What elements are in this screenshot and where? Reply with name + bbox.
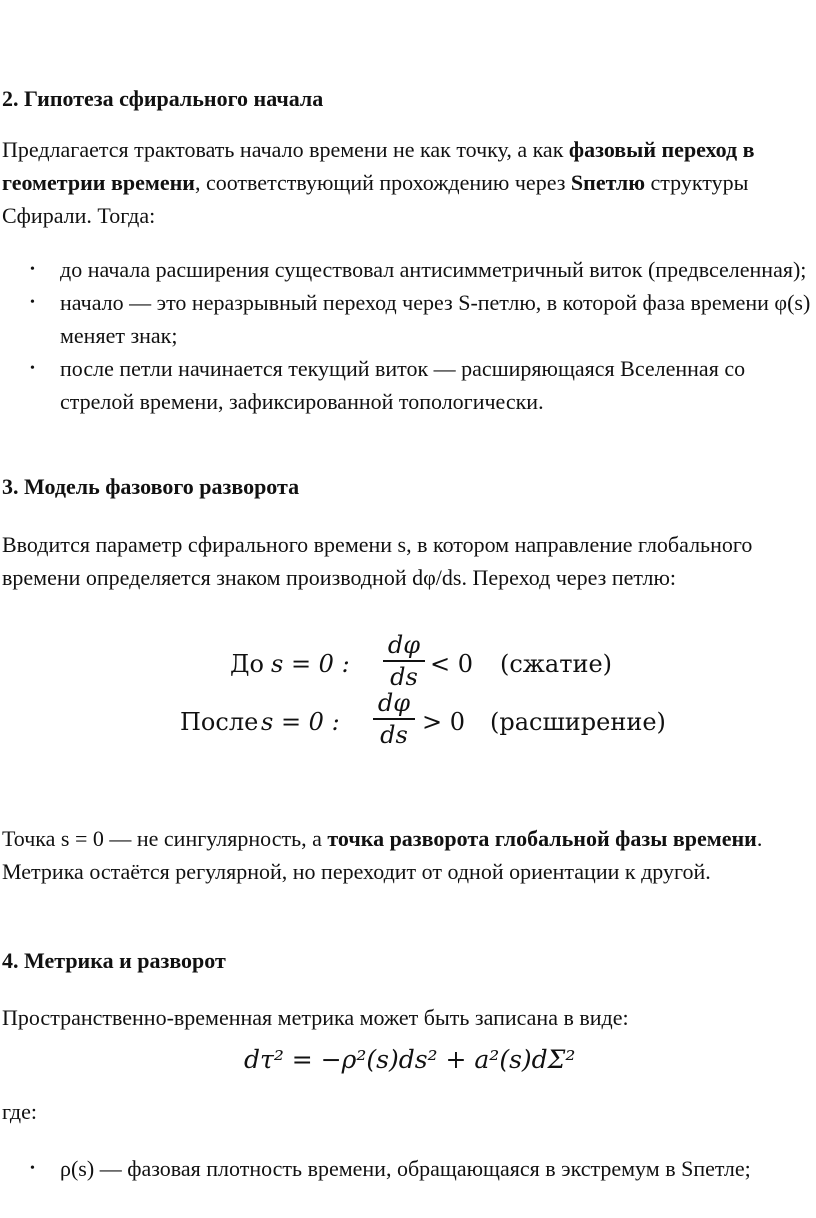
bullet-icon: • — [30, 1161, 35, 1176]
bold-term: Sпетлю — [570, 170, 646, 195]
section-3-paragraph: Вводится параметр сфирального времени s, в котором направление глобального времени определяется знаком производной dφ/ds. Переход через петлю: — [2, 532, 753, 590]
section-2-paragraph — [2, 133, 814, 232]
section-4-bullet-list — [2, 1152, 814, 1185]
list-item-text: начало — это неразрывный переход через S-петлю, в которой фаза времени φ(s) меняет знак; — [60, 290, 811, 348]
section-4-paragraph: Пространственно-временная метрика может быть записана в виде: — [2, 1005, 629, 1030]
bullet-icon: • — [30, 361, 35, 376]
section-3-heading: 3. Модель фазового разворота — [2, 474, 300, 499]
eq-prefix: После — [180, 708, 259, 736]
equation-after — [0, 690, 816, 750]
text-run: , соответствующий прохождению через — [194, 170, 571, 195]
metric-formula: dτ² = −ρ²(s)ds² + a²(s)dΣ² — [244, 1045, 576, 1074]
eq-note: (расширение) — [490, 708, 666, 736]
list-item — [2, 253, 814, 286]
section-2-bullet-list — [2, 253, 814, 418]
equation-before — [0, 630, 816, 690]
bold-term: фазовый переход в геометрии времени — [2, 137, 755, 195]
eq-prefix: До — [230, 650, 264, 678]
fraction-numerator: dφ — [377, 689, 411, 717]
fraction-bar — [383, 660, 425, 662]
section-2-heading: 2. Гипотеза сфирального начала — [2, 86, 324, 111]
list-item — [2, 352, 814, 418]
eq-relation: > 0 — [422, 708, 466, 736]
eq-condition — [271, 650, 350, 678]
list-item-text: ρ(s) — фазовая плотность времени, обращающаяся в экстремум в Sпетле; — [60, 1156, 751, 1181]
list-item — [2, 286, 814, 352]
derivative-fraction — [383, 632, 425, 690]
list-item-text: до начала расширения существовал антисимметричный виток (предвселенная); — [60, 257, 807, 282]
text-run: . Метрика остаётся регулярной, но переходит от одной ориентации к другой. — [2, 826, 763, 884]
fraction-denominator: ds — [380, 720, 408, 749]
fraction-denominator: ds — [390, 662, 418, 691]
text-run: Точка s = 0 — не сингулярность, а — [2, 826, 328, 851]
list-item — [2, 1152, 814, 1185]
eq-relation: < 0 — [430, 650, 474, 678]
where-label: где: — [2, 1099, 37, 1124]
text-run: структуры Сфирали. Тогда: — [2, 170, 749, 228]
bullet-icon: • — [30, 295, 35, 310]
section-4-heading: 4. Метрика и разворот — [2, 948, 226, 973]
text-run: Предлагается трактовать начало времени не как точку, а как — [2, 137, 569, 162]
fraction-numerator: dφ — [387, 631, 421, 659]
eq-note: (сжатие) — [500, 650, 613, 678]
list-item-text: после петли начинается текущий виток — расширяющаяся Вселенная со стрелой времени, зафиксированной топологически. — [60, 356, 746, 414]
eq-cond-text: s = 0 : — [261, 708, 340, 736]
bullet-icon: • — [30, 262, 35, 277]
fraction-bar — [373, 718, 415, 720]
eq-cond-text: s = 0 : — [271, 650, 350, 678]
eq-condition — [261, 708, 340, 736]
bold-term: точка разворота глобальной фазы времени — [327, 826, 757, 851]
derivative-fraction — [373, 690, 415, 748]
section-3-paragraph-2 — [2, 822, 814, 888]
